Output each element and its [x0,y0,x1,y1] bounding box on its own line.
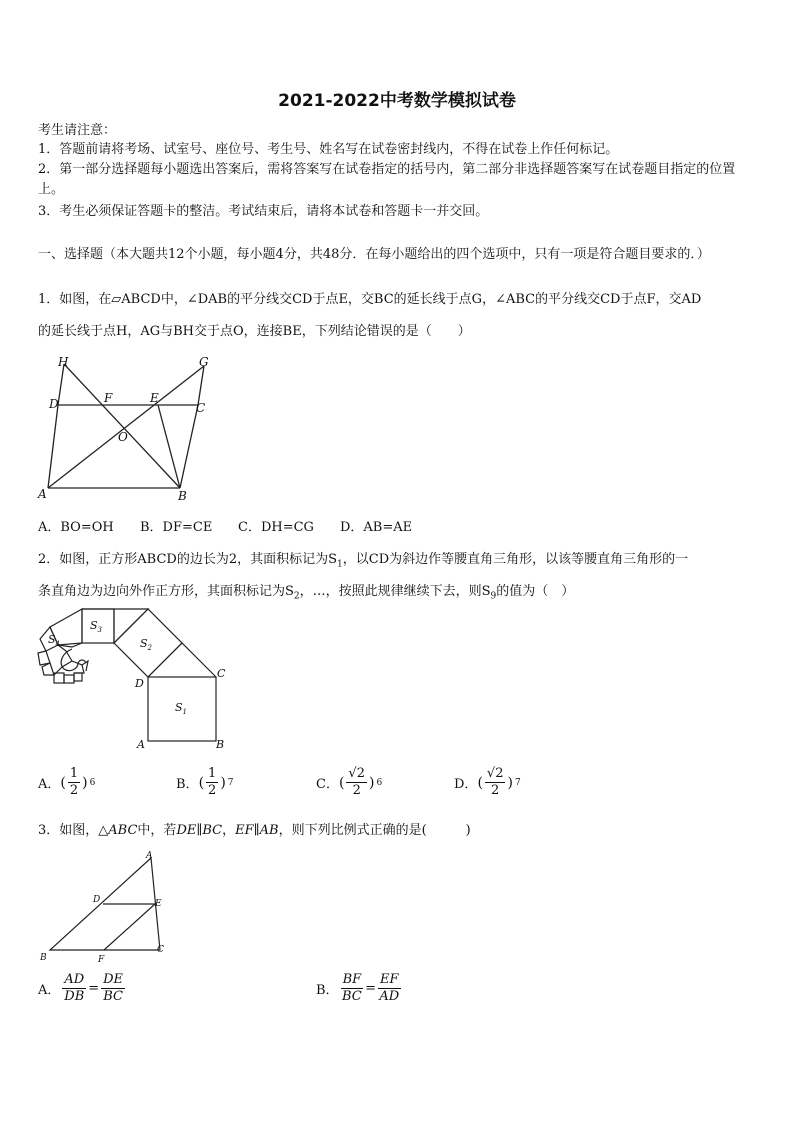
page-title: 2021-2022中考数学模拟试卷 [278,91,516,111]
fraction: $\frac{1}{2}$ [69,766,79,798]
q2-figure-squares-spiral [32,605,232,753]
label-A: A [137,738,145,751]
q2-text-line2: 条直角边为边向外作正方形，其面积标记为$S_2$，…，按照此规律继续下去，则$S_9$的值为（ ） [38,584,575,602]
label-F: F [98,955,105,965]
q1-option-a: A．BO=OH [38,520,114,535]
q1-figure-parallelogram [34,352,219,504]
label-B: B [178,489,187,503]
notice-item-1: 1．答题前请将考场、试室号、座位号、考生号、姓名写在试卷密封线内，不得在试卷上作任何标记。 [38,142,619,157]
fraction: $\frac{1}{2}$ [208,766,217,798]
q3-text: 3．如图，△ABC中，若DE∥BC，EF∥AB，则下列比例式正确的是( ) [38,823,471,838]
q2-option-d: D． ( $\frac{√2}{2}$ ) 7 [454,766,521,798]
q3-option-a: A． $\frac{AD}{DB}$ = $\frac{DE}{BC}$ [38,972,124,1004]
label-E: E [150,391,159,405]
label-A: A [38,487,47,501]
q1-option-b: B．DF=CE [140,520,213,535]
label-D: D [93,895,101,905]
q3-figure-triangle [36,848,176,966]
q2-option-a: A． ( $\frac{1}{2}$ ) 6 [38,766,96,798]
q2-text-line1: 2．如图，正方形ABCD的边长为2，其面积标记为$S_1$，以CD为斜边作等腰直角三角形，以该等腰直角三角形的一 [38,552,689,570]
fraction: $\frac{DE}{BC}$ [103,972,124,1004]
label-S3: $S_3$ [90,619,103,634]
label-S1: $S_1$ [175,701,188,716]
fraction: $\frac{√2}{2}$ [486,766,504,798]
q2-option-b: B． ( $\frac{1}{2}$ ) 7 [176,766,234,798]
label-D: D [135,677,144,690]
section-heading: 一、选择题（本大题共12个小题，每小题4分，共48分．在每小题给出的四个选项中，只有一项是符合题目要求的．） [38,247,710,262]
label-B: B [216,738,225,751]
q3-option-b: B． $\frac{BF}{BC}$ = $\frac{EF}{AD}$ [316,972,400,1004]
label-S2: $S_2$ [140,637,153,652]
label-F: F [104,391,113,405]
label-C: C [196,401,206,415]
label-C: C [217,667,226,680]
label-S4: $S_4$ [48,633,61,648]
q1-text-line1: 1．如图，在▱ABCD中，∠DAB的平分线交CD于点E，交BC的延长线于点G，∠ABC的平分线交CD于点F，交AD [38,292,702,307]
label-C: C [157,945,164,955]
fraction: $\frac{AD}{DB}$ [64,972,85,1004]
label-G: G [199,355,209,369]
fraction: $\frac{BF}{BC}$ [341,972,362,1004]
label-H: H [58,355,69,369]
label-E: E [155,899,162,909]
q1-option-d: D．AB=AE [340,520,413,535]
label-D: D [49,397,59,411]
notice-item-3: 3．考生必须保证答题卡的整洁。考试结束后，请将本试卷和答题卡一并交回。 [38,204,489,219]
q1-option-c: C．DH=CG [238,520,314,535]
notice-item-2: 2．第一部分选择题每小题选出答案后，需将答案写在试卷指定的括号内，第二部分非选择题答案写在试卷题目指定的位置上。 [38,162,736,197]
q1-text-line2: 的延长线于点H，AG与BH交于点O，连接BE，下列结论错误的是（ ） [38,324,471,339]
fraction: $\frac{EF}{AD}$ [379,972,400,1004]
label-O: O [118,430,128,444]
q2-option-c: C． ( $\frac{√2}{2}$ ) 6 [316,766,383,798]
fraction: $\frac{√2}{2}$ [348,766,365,798]
label-A: A [146,851,153,861]
notice-heading: 考生请注意： [38,123,117,138]
label-B: B [40,953,47,963]
